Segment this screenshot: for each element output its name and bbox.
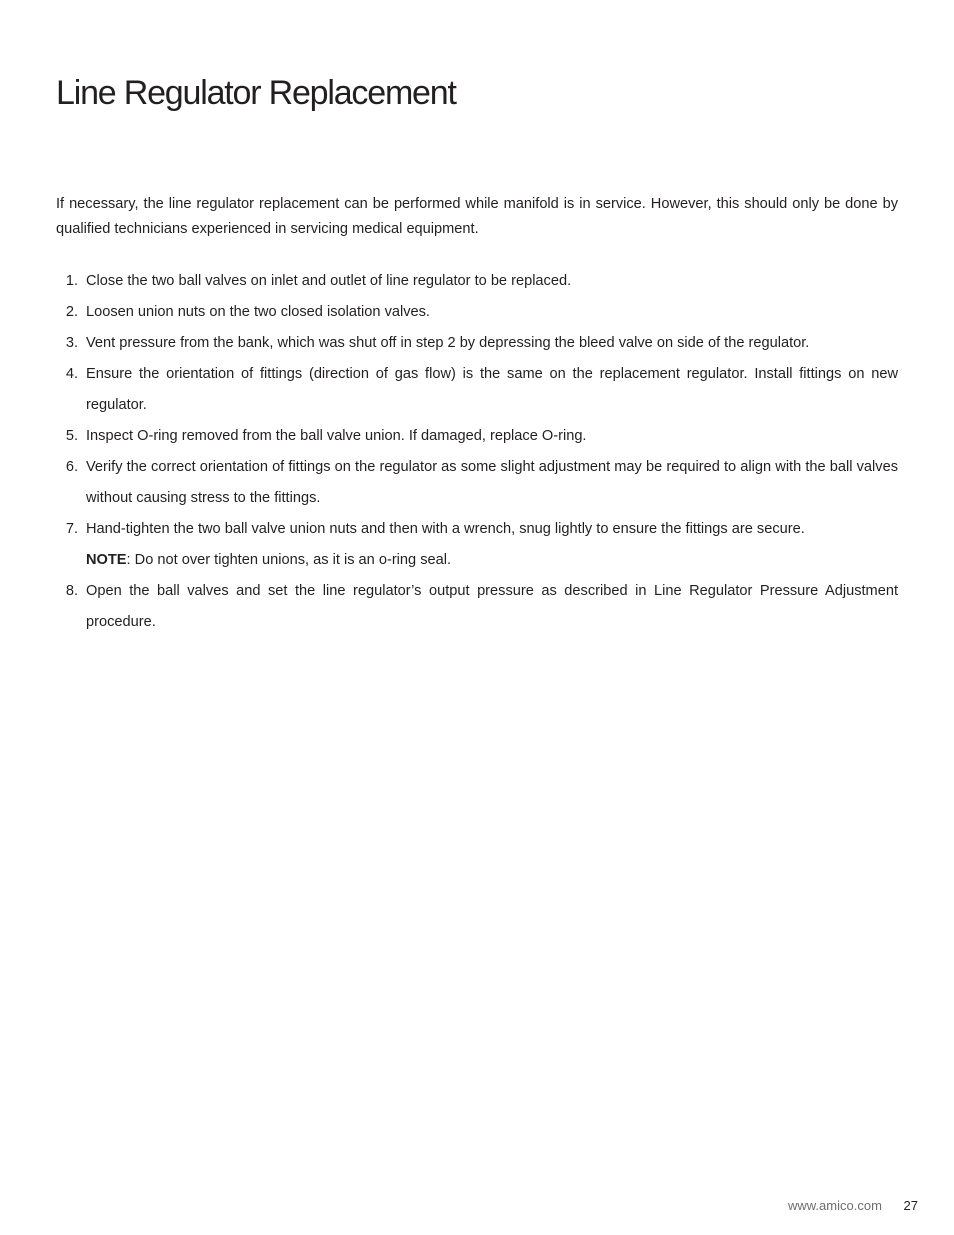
page-number: 27 (903, 1198, 918, 1213)
step-text: Ensure the orientation of fittings (direction of gas flow) is the same on the replacement regulator. Install fittings on new regulator. (86, 366, 898, 413)
step-text: Vent pressure from the bank, which was shut off in step 2 by depressing the bleed valve on side of the regulator. (86, 335, 810, 351)
step-text: Loosen union nuts on the two closed isolation valves. (86, 304, 430, 320)
step-number: 4. (65, 366, 78, 382)
page-footer (788, 1198, 918, 1213)
step-number: 2. (65, 304, 78, 320)
list-item (56, 266, 898, 297)
steps-list (56, 266, 898, 638)
list-item (56, 297, 898, 328)
intro-paragraph: If necessary, the line regulator replacement can be performed while manifold is in service. However, this should only be done by qualified technicians experienced in servicing medical equipment. (56, 196, 898, 237)
list-item (56, 359, 898, 421)
list-item (56, 328, 898, 359)
step-text: Verify the correct orientation of fittings on the regulator as some slight adjustment may be required to align with the ball valves without causing stress to the fittings. (86, 459, 898, 506)
step-number: 3. (65, 335, 78, 351)
step-number: 8. (65, 583, 78, 599)
note-label: NOTE (86, 552, 127, 568)
step-text: Inspect O-ring removed from the ball valve union. If damaged, replace O-ring. (86, 428, 587, 444)
step-text: Open the ball valves and set the line regulator’s output pressure as described in Line Regulator Pressure Adjustment procedure. (86, 583, 898, 630)
step-text: Close the two ball valves on inlet and outlet of line regulator to be replaced. (86, 273, 572, 289)
step-number: 5. (65, 428, 78, 444)
note-text: : Do not over tighten unions, as it is an o-ring seal. (126, 552, 452, 568)
step-number: 7. (65, 521, 78, 537)
page-title: Line Regulator Replacement (56, 74, 456, 112)
list-item (56, 452, 898, 514)
step-number: 1. (65, 273, 78, 289)
step-text: Hand-tighten the two ball valve union nuts and then with a wrench, snug lightly to ensure the fittings are secure. (86, 521, 805, 537)
list-item (56, 576, 898, 638)
list-item (56, 421, 898, 452)
footer-website: www.amico.com (787, 1198, 882, 1213)
list-item (56, 514, 898, 576)
step-number: 6. (65, 459, 78, 475)
